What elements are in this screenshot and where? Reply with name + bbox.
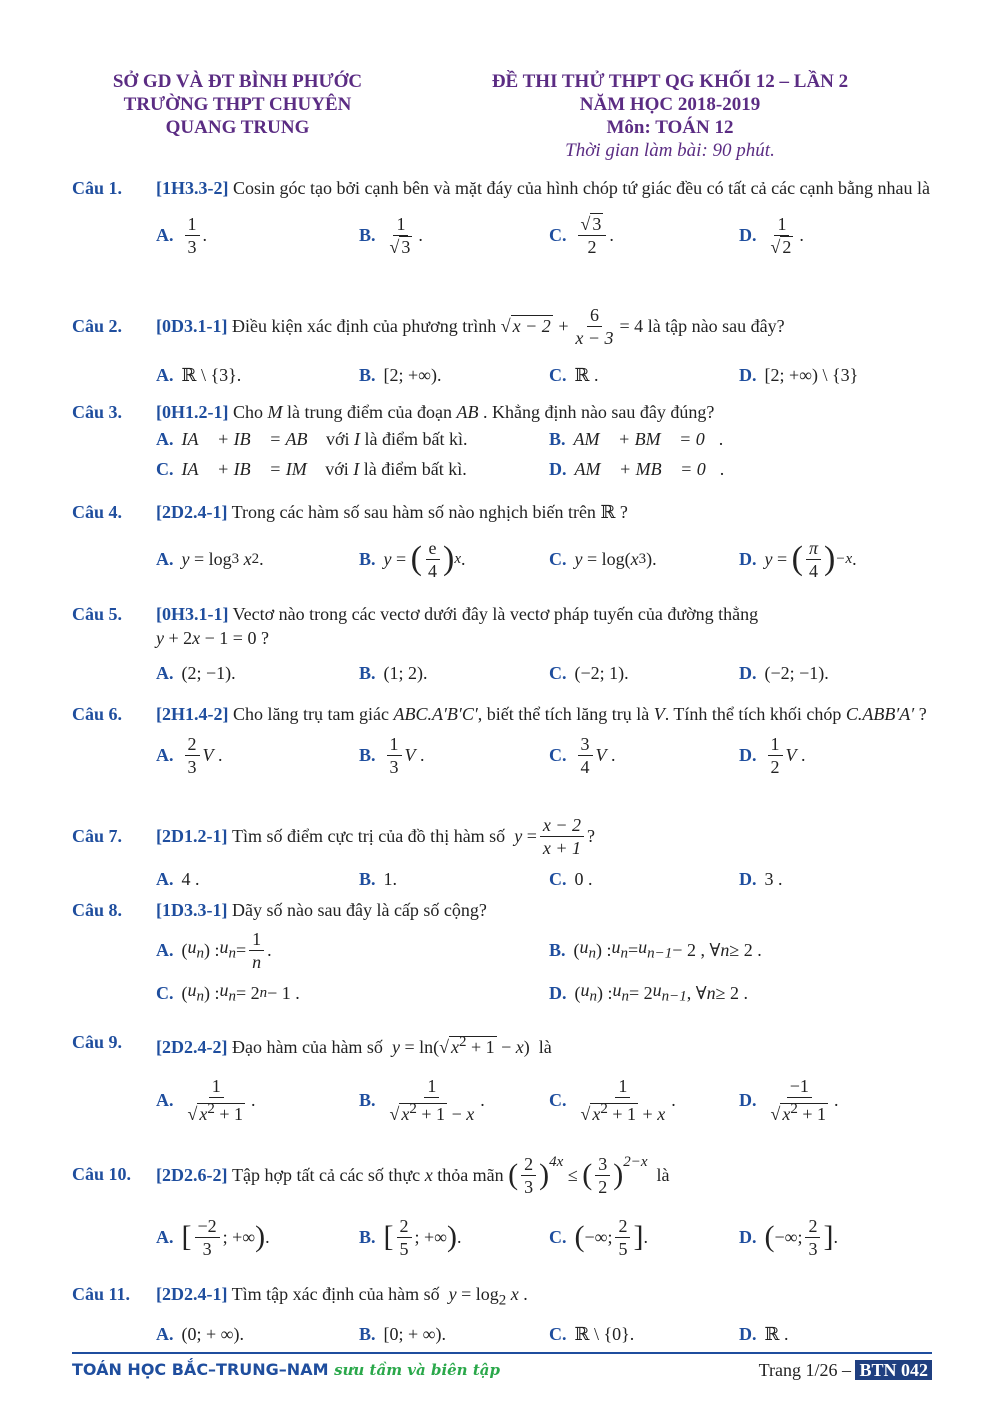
options-row [156, 924, 932, 976]
question-label: Câu 3. [72, 402, 123, 422]
option-b[interactable]: B. y = ( $\frac{e}{4}$ ) x . [359, 537, 466, 581]
question-text: [2H1.4-2] Cho lăng trụ tam giác ABC.A′B′C′, biết thể tích lăng trụ là V. Tính thể tích khối chóp C.ABB′A′ ? [156, 704, 927, 724]
option-b[interactable]: B. [0; + ∞). [359, 1323, 446, 1344]
option-c[interactable]: C. y = log( x 3 ). [549, 549, 657, 569]
question-text: [0D3.1-1] Điều kiện xác định của phương trình √ x − 2 + $\frac{6}{x - 3}$ = 4 là tập nào sau đây? [156, 304, 785, 348]
options-row [156, 530, 932, 588]
option-c[interactable]: C. IA⃗ + IB⃗ = IM⃗ với I là điểm bất kì. [156, 459, 467, 479]
option-d[interactable]: D. ( −∞; $\frac{2}{3}$ ] . [739, 1215, 838, 1259]
exam-subject: Môn: TOÁN 12 [606, 117, 734, 138]
option-d[interactable]: D. [2; +∞) \ {3} [739, 365, 859, 385]
options-row [156, 864, 932, 894]
exam-year: NĂM HỌC 2018-2019 [579, 94, 761, 115]
options-row [156, 424, 932, 454]
question-text: [1D3.3-1] Dãy số nào sau đây là cấp số cộng? [156, 900, 487, 920]
school-line-3: QUANG TRUNG [165, 117, 310, 138]
option-b[interactable]: B. ( $u_n$ ) : $u_n$ = $u_{n-1}$ − 2 , ∀ n ≥ 2 . [549, 936, 762, 962]
school-line-1: SỞ GD VÀ ĐT BÌNH PHƯỚC [112, 71, 363, 92]
option-d[interactable]: D. $\frac{1}{2}$ V . [739, 733, 806, 777]
option-b[interactable]: B. $\frac{1}{3}$ V . [359, 733, 425, 777]
question-text: [1H3.3-2] Cosin góc tạo bởi cạnh bên và mặt đáy của hình chóp tứ giác đều có tất cả các cạnh bằng nhau là [156, 178, 931, 198]
option-b[interactable]: B. [2; +∞). [359, 365, 442, 385]
option-c[interactable]: C. $\frac{1}{√ x^2 + 1 + x}$ . [549, 1076, 676, 1124]
school-line-2: TRƯỜNG THPT CHUYÊN [123, 94, 352, 115]
question-6 [72, 702, 932, 784]
option-d[interactable]: D. ( $u_n$ ) : $u_n$ = 2 $u_{n-1}$ , ∀ n ≥ 2 . [549, 979, 749, 1005]
option-a[interactable]: A. 4 . [156, 869, 200, 889]
question-1 [72, 176, 932, 264]
exam-title: ĐỀ THI THỬ THPT QG KHỐI 12 – LẦN 2 [491, 71, 849, 92]
question-text: [2D2.4-2] Đạo hàm của hàm số y = ln(√ $x^2 + 1 - x$) là [156, 1034, 552, 1057]
question-11 [72, 1282, 932, 1349]
option-d[interactable]: D. $\frac{1}{√ 2}$ . [739, 213, 804, 257]
question-label: Câu 10. [72, 1164, 132, 1184]
option-b[interactable]: B. $\frac{1}{√ x^2 + 1 - x}$ . [359, 1076, 485, 1124]
option-a[interactable]: A. (0; + ∞). [156, 1323, 244, 1344]
options-row [156, 454, 932, 484]
question-2 [72, 302, 932, 390]
question-label: Câu 11. [72, 1284, 131, 1304]
option-b[interactable]: B. (1; 2). [359, 663, 428, 683]
options-row [156, 206, 932, 264]
option-d[interactable]: D. (−2; −1). [739, 663, 829, 683]
option-a[interactable]: A. $\frac{1}{3}$ . [156, 213, 207, 257]
options-row [156, 1071, 932, 1129]
option-d[interactable]: D. $\frac{-1}{√ x^2 + 1}$ . [739, 1076, 839, 1124]
option-c[interactable]: C. ℝ . [549, 365, 599, 385]
question-label: Câu 5. [72, 604, 123, 624]
option-b[interactable]: B. [ $\frac{2}{5}$ ; +∞ ) . [359, 1215, 462, 1259]
question-label: Câu 9. [72, 1032, 123, 1052]
question-label: Câu 4. [72, 502, 123, 522]
page-footer [72, 1352, 932, 1388]
options-row [156, 726, 932, 784]
option-a[interactable]: A. ℝ \ {3}. [156, 365, 242, 385]
option-d[interactable]: D. ℝ . [739, 1323, 789, 1344]
footer-page: Trang 1/26 – BTN 042 [759, 1360, 932, 1381]
question-text: [2D2.4-1] Tìm tập xác định của hàm số $y = \log_2 x$ . [156, 1284, 528, 1309]
question-label: Câu 6. [72, 704, 123, 724]
option-c[interactable]: C. ( $u_n$ ) : $u_n$ = 2 n − 1 . [156, 979, 300, 1005]
question-3 [72, 400, 932, 484]
school-header [95, 70, 380, 139]
footer-code: BTN 042 [855, 1360, 932, 1380]
question-label: Câu 1. [72, 178, 123, 198]
options-row [156, 360, 932, 390]
option-c[interactable]: C. $\frac{3}{4}$ V . [549, 733, 616, 777]
option-d[interactable]: D. 3 . [739, 869, 783, 889]
question-label: Câu 2. [72, 316, 123, 336]
question-text: [2D2.4-1] Trong các hàm số sau hàm số nào nghịch biến trên ℝ ? [156, 502, 628, 522]
exam-header [470, 70, 870, 162]
option-a[interactable]: A. y = log 3 x 2 . [156, 549, 264, 569]
option-c[interactable]: C. 0 . [549, 869, 593, 889]
options-row [156, 978, 932, 1008]
question-4 [72, 500, 932, 588]
option-b[interactable]: B. AM⃗ + BM⃗ = 0⃗ . [549, 429, 724, 449]
option-d[interactable]: D. y = ( $\frac{\pi}{4}$ ) −x . [739, 537, 857, 581]
option-c[interactable]: C. $\frac{√ 3}{2}$ . [549, 213, 614, 257]
exam-time: Thời gian làm bài: 90 phút. [565, 140, 775, 161]
question-text: [2D2.6-2] Tập hợp tất cả các số thực x thỏa mãn ( $\frac{2}{3}$ ) $^{4x}$ ≤ ( $\frac{3}{2}$ ) $^{2-x}$ là [156, 1153, 670, 1197]
option-a[interactable]: A. [ $\frac{-2}{3}$ ; +∞ ) . [156, 1215, 270, 1259]
option-a[interactable]: A. ( $u_n$ ) : $u_n$ = $\frac{1}{n}$ . [156, 928, 272, 972]
options-row [156, 1319, 932, 1349]
question-7 [72, 812, 932, 894]
footer-brand: TOÁN HỌC BẮC–TRUNG–NAM sưu tầm và biên tập [72, 1360, 500, 1379]
option-c[interactable]: C. ℝ \ {0}. [549, 1323, 635, 1344]
question-text: [2D1.2-1] Tìm số điểm cực trị của đồ thị hàm số y = $\frac{x - 2}{x + 1}$ ? [156, 814, 595, 858]
question-5 [72, 602, 932, 688]
option-b[interactable]: B. 1. [359, 869, 398, 889]
question-8 [72, 898, 932, 1008]
question-label: Câu 8. [72, 900, 123, 920]
option-c[interactable]: C. ( −∞; $\frac{2}{5}$ ] . [549, 1215, 648, 1259]
option-b[interactable]: B. $\frac{1}{√ 3}$ . [359, 213, 423, 257]
option-c[interactable]: C. (−2; 1). [549, 663, 629, 683]
options-row [156, 1208, 932, 1266]
options-row [156, 658, 932, 688]
question-text: [0H1.2-1] Cho M là trung điểm của đoạn AB . Khẳng định nào sau đây đúng? [156, 402, 715, 422]
question-label: Câu 7. [72, 826, 123, 846]
option-a[interactable]: A. IA⃗ + IB⃗ = AB⃗ với I là điểm bất kì. [156, 429, 468, 449]
question-text: [0H3.1-1] Vectơ nào trong các vectơ dưới đây là vectơ pháp tuyến của đường thẳng y + 2x − 1 = 0 ? [156, 604, 759, 648]
question-10 [72, 1150, 932, 1266]
option-a[interactable]: A. $\frac{2}{3}$ V . [156, 733, 223, 777]
option-a[interactable]: A. $\frac{1}{√ x^2 + 1}$ . [156, 1076, 256, 1124]
question-9 [72, 1030, 932, 1129]
option-d[interactable]: D. AM⃗ + MB⃗ = 0⃗ . [549, 459, 725, 479]
option-a[interactable]: A. (2; −1). [156, 663, 236, 683]
